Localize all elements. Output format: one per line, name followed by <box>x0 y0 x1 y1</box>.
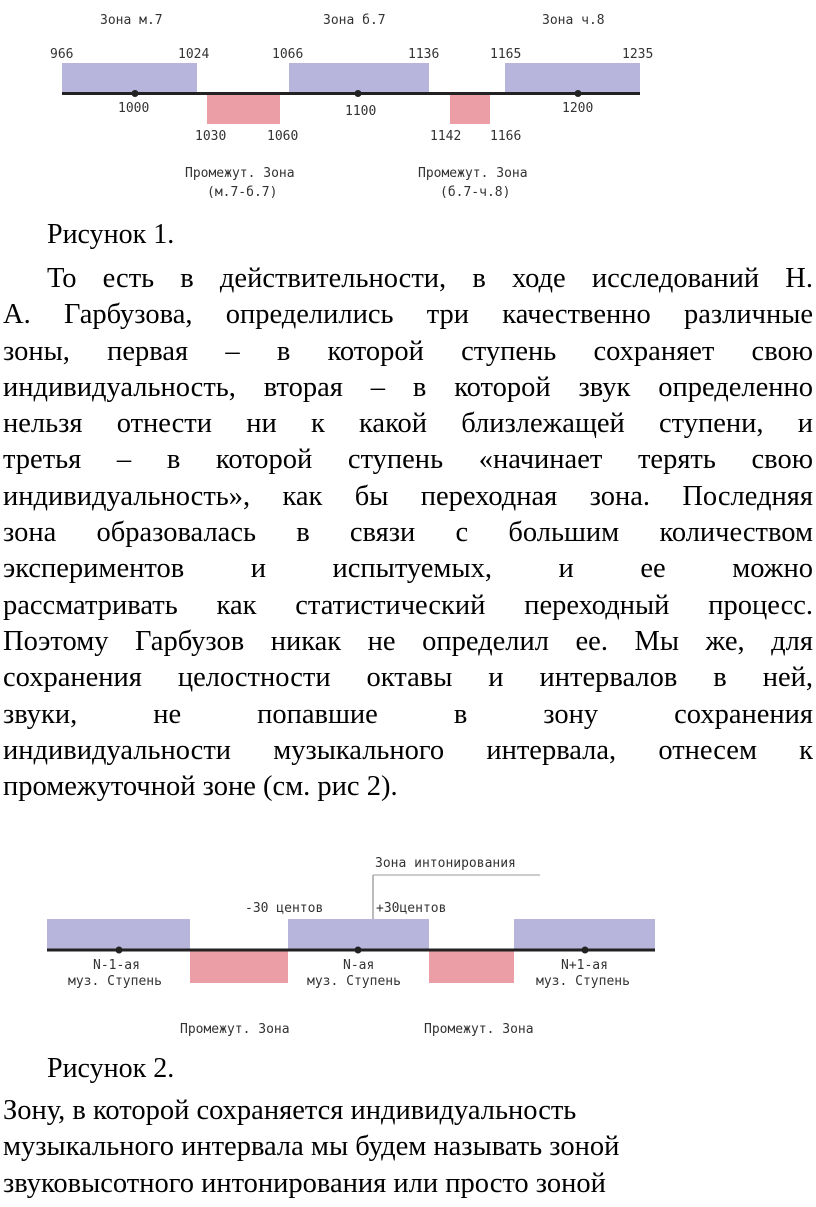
bound-label: 1136 <box>408 47 440 62</box>
bound-label: 1066 <box>272 47 304 62</box>
text-line: музыкального интервала мы будем называть зоной <box>3 1131 620 1163</box>
transition-rect-1 <box>207 94 280 124</box>
transition-bound-label: 1060 <box>267 129 299 144</box>
figure-1-caption: Рисунок 1. <box>47 219 175 250</box>
plus-cents-label: +30центов <box>376 901 447 916</box>
axis-label: 1100 <box>345 104 377 119</box>
text-line: рассматривать как статистический переходный процесс. <box>3 589 813 621</box>
minus-cents-label: -30 центов <box>245 901 324 916</box>
axis-dot <box>355 90 362 97</box>
intonation-zone-title: Зона интонирования <box>375 856 516 871</box>
step-label: муз. Ступень <box>536 974 630 989</box>
text-line: экспериментов и испытуемых, и ее можно <box>3 553 813 585</box>
transition-caption: Промежут. Зона <box>424 1022 534 1037</box>
axis-dot <box>355 947 362 954</box>
bound-label: 1165 <box>490 47 522 62</box>
paragraph-1 <box>3 261 813 805</box>
text-line: индивидуальность», как бы переходная зона. Последняя <box>3 480 813 512</box>
bound-label: 1024 <box>178 47 210 62</box>
text-line: индивидуальность, вторая – в которой звук определенно <box>3 371 813 403</box>
text-line: звуки, не попавшие в зону сохранения <box>3 698 813 730</box>
text-line: звуковысотного интонирования или просто зоной <box>3 1167 606 1199</box>
step-rect-left <box>47 919 190 951</box>
transition-caption: (м.7-б.7) <box>207 185 278 200</box>
step-rect-right <box>514 919 655 951</box>
step-label: N-ая <box>343 958 375 973</box>
text-line: третья – в которой ступень «начинает терять свою <box>3 444 813 476</box>
axis-label: 1000 <box>118 101 150 116</box>
figure-1-diagram <box>0 0 816 210</box>
figure-2-caption: Рисунок 2. <box>47 1053 175 1084</box>
bound-label: 966 <box>50 47 74 62</box>
transition-bound-label: 1142 <box>430 129 462 144</box>
zone-rect-b7 <box>289 63 429 93</box>
axis-dot <box>132 90 139 97</box>
text-line: нельзя отнести ни к какой близлежащей ступени, и <box>3 408 813 440</box>
zone-title: Зона б.7 <box>323 13 386 28</box>
text-line: индивидуальности музыкального интервала, отнесем к <box>3 734 813 766</box>
transition-caption: (б.7-ч.8) <box>440 185 511 200</box>
bound-label: 1235 <box>622 47 654 62</box>
text-line: зона образовалась в связи с большим количеством <box>3 517 813 549</box>
step-label: муз. Ступень <box>68 974 162 989</box>
figure-1 <box>0 0 816 210</box>
axis-label: 1200 <box>562 101 594 116</box>
zone-title: Зона м.7 <box>100 13 163 28</box>
zone-rect-m7 <box>62 63 197 93</box>
step-rect-center <box>288 919 429 951</box>
figure-2-diagram <box>0 845 816 1050</box>
transition-rect-2 <box>450 94 490 124</box>
axis-dot <box>575 90 582 97</box>
zone-rect-ch8 <box>505 63 640 93</box>
transition-rect-right <box>429 951 514 983</box>
text-line: сохранения целостности октавы и интервалов в ней, <box>3 662 813 694</box>
transition-bound-label: 1166 <box>490 129 522 144</box>
text-line: А. Гарбузова, определились три качественно различные <box>3 299 813 331</box>
axis-dot <box>116 947 123 954</box>
zone-title: Зона ч.8 <box>542 13 605 28</box>
text-line: То есть в действительности, в ходе исследований Н. <box>47 263 813 294</box>
transition-bound-label: 1030 <box>195 129 227 144</box>
transition-caption: Промежут. Зона <box>180 1022 290 1037</box>
text-line: Поэтому Гарбузов никак не определил ее. Мы же, для <box>3 625 813 657</box>
text-line: промежуточной зоне (см. рис 2). <box>3 771 398 803</box>
transition-rect-left <box>190 951 288 983</box>
transition-caption: Промежут. Зона <box>418 166 528 181</box>
figure-2 <box>0 845 816 1050</box>
step-label: N+1-ая <box>561 958 608 973</box>
paragraph-2 <box>3 1093 813 1202</box>
step-label: N-1-ая <box>93 958 140 973</box>
text-line: Зону, в которой сохраняется индивидуальность <box>3 1095 577 1126</box>
transition-caption: Промежут. Зона <box>185 166 295 181</box>
axis-dot <box>582 947 589 954</box>
text-line: зоны, первая – в которой ступень сохраняет свою <box>3 335 813 367</box>
step-label: муз. Ступень <box>307 974 401 989</box>
